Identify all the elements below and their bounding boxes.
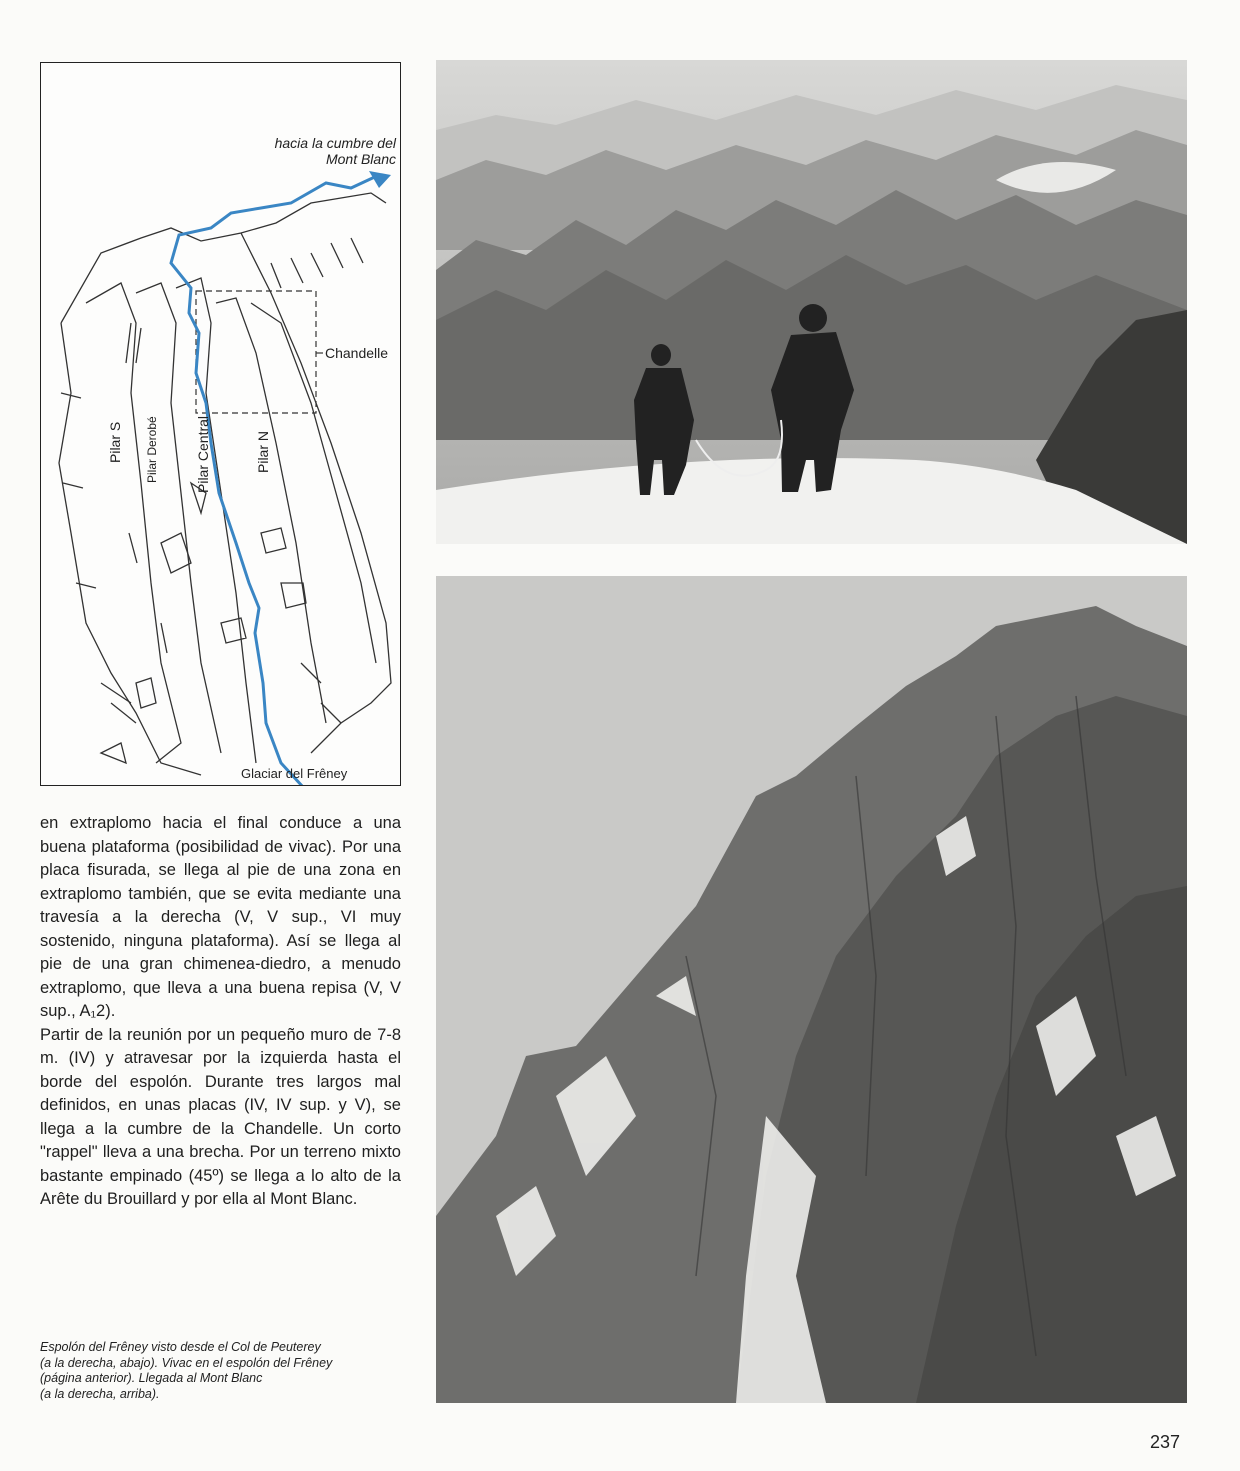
pilar-n-label: Pilar N — [255, 430, 271, 473]
paragraph: en extraplomo hacia el final conduce a una buena plataforma (posibilidad de vivac). Por una placa fisurada, se llega al pie de una zona en extraplomo también, que se evita mediante una travesía a la derecha (V, V sup., VI muy sostenido, ninguna plataforma). Así se llega al pie de una gran chimenea-diedro, a menudo extraplomo, que lleva a una buena repisa (V, V sup., A₁2). — [40, 814, 401, 1020]
route-diagram — [40, 62, 401, 786]
summit-arrival-image — [436, 60, 1187, 544]
diagram-drawing — [41, 63, 401, 786]
caption-line: Espolón del Frêney visto desde el Col de Peuterey — [40, 1340, 321, 1354]
caption-line: (página anterior). Llegada al Mont Blanc — [40, 1371, 263, 1385]
chandelle-label: Chandelle — [325, 345, 389, 361]
page-number: 237 — [1150, 1432, 1181, 1452]
pilar-derobe-label: Pilar Derobé — [145, 416, 159, 483]
body-text — [40, 812, 401, 1212]
summit-arrival-photo — [436, 60, 1187, 544]
freney-spur-image — [436, 576, 1187, 1403]
paragraph: Partir de la reunión por un pequeño muro de 7-8 m. (IV) y atravesar por la izquierda hasta el borde del espolón. Durante tres largos mal definidos, en unas placas (IV, IV sup. y V), se llega a la cumbre de la Chandelle. Un corto "rappel" lleva a una brecha. Por un terreno mixto bastante empinado (45º) se llega a lo alto de la Arête du Brouillard y por ella al Mont Blanc. — [40, 1025, 401, 1208]
caption-line: (a la derecha, abajo). Vivac en el espolón del Frêney — [40, 1355, 333, 1370]
caption-line: (a la derecha, arriba). — [40, 1386, 160, 1401]
pilar-central-label: Pilar Central — [195, 415, 211, 493]
pilar-s-label: Pilar S — [107, 421, 123, 463]
freney-spur-photo — [436, 576, 1187, 1403]
glacier-label: Glaciar del Frêney — [241, 766, 348, 781]
summit-label-line2: Mont Blanc — [325, 151, 396, 167]
photo-caption — [40, 1340, 400, 1402]
summit-direction-label — [275, 135, 396, 167]
summit-label-line1: hacia la cumbre del — [274, 135, 396, 151]
